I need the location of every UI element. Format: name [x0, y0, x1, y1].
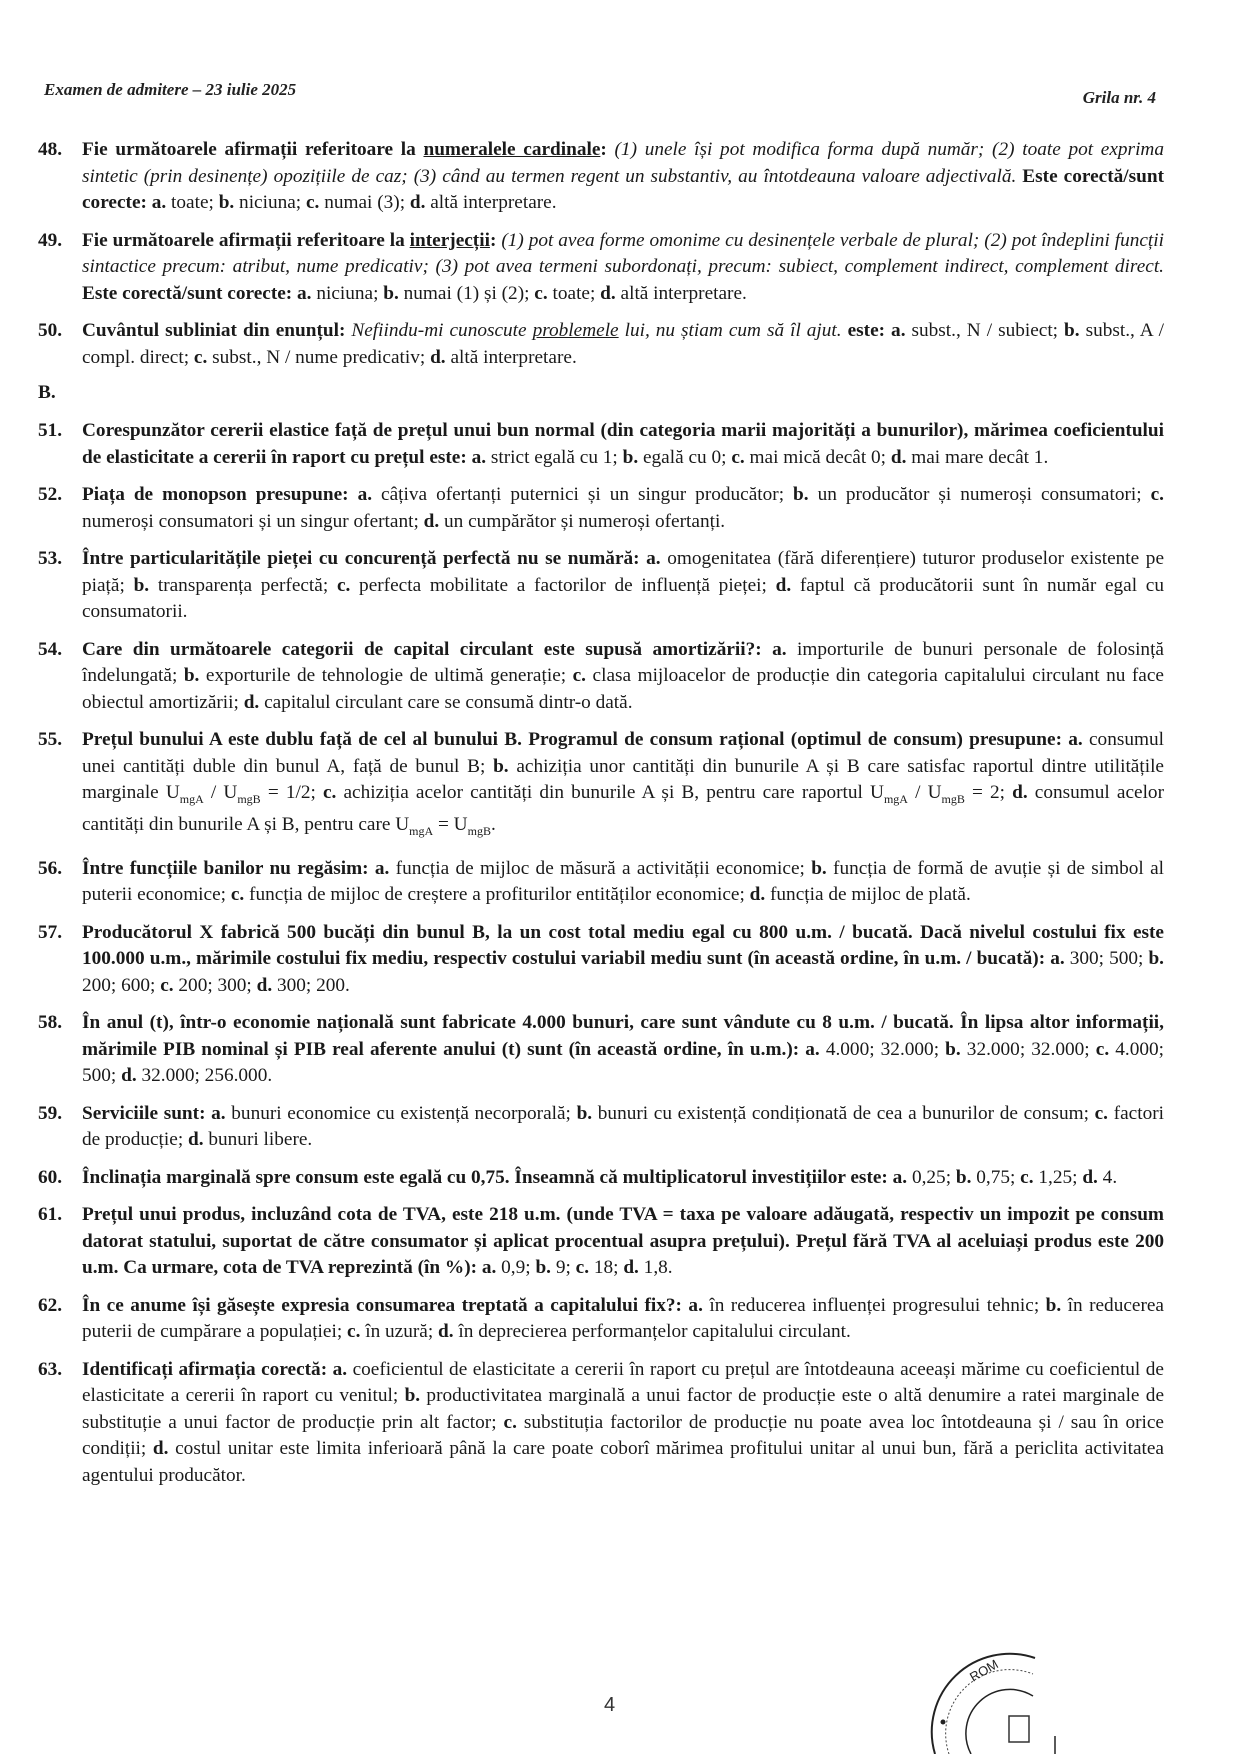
question-number: 63. [38, 1358, 63, 1380]
question-text [82, 1165, 1164, 1192]
text-segment: c. [534, 282, 548, 304]
text-segment: altă interpretare. [425, 192, 557, 213]
question-text [82, 727, 1164, 845]
text-segment: c. [230, 884, 245, 906]
question-item [38, 482, 1164, 535]
text-segment: / U [907, 782, 942, 803]
text-segment: c. [305, 192, 320, 213]
text-segment: b. [945, 1038, 961, 1060]
text-segment: : [489, 229, 502, 251]
text-segment: subst., N / subiect; [905, 320, 1065, 341]
text-segment: mai mică decât 0; [744, 446, 891, 468]
text-segment: 200; 300; [173, 974, 257, 996]
text-segment: numai (1) și (2); [398, 282, 535, 304]
text-segment: substituția factorilor de producție nu poate avea loc întotdeauna și / sau în orice condiții; [82, 1411, 1164, 1460]
text-segment: b. [622, 446, 639, 468]
text-segment: niciuna; [311, 282, 384, 304]
text-segment: / U [203, 782, 238, 803]
text-segment: coeficientul de elasticitate a cererii în raport cu prețul are întotdeauna aceeași mărime cu coeficientul de elasticitate a cererii în raport cu venitul; [82, 1358, 1164, 1407]
text-segment: (1) pot avea forme omonime cu desinențele verbale de plural; (2) pot îndeplini funcții sintactice precum: atribut, nume predicativ; (3) pot avea termeni subordonați, precum: subiect, complement indirect, complement direct. [82, 229, 1164, 277]
text-segment: b. [183, 665, 200, 686]
question-number: 55. [38, 729, 63, 750]
question-text [82, 920, 1164, 1000]
question-item [38, 1202, 1164, 1282]
text-segment: problemele [532, 320, 619, 341]
question-item [38, 546, 1164, 626]
question-number: 59. [38, 1102, 63, 1124]
text-segment: în uzură; [360, 1321, 439, 1343]
text-segment: toate; [166, 192, 219, 213]
question-text [82, 546, 1164, 626]
question-item [38, 637, 1164, 717]
question-number: 51. [38, 420, 63, 441]
text-segment: 300; 200. [272, 974, 350, 996]
text-segment: = 1/2; [260, 782, 323, 803]
text-segment: c. [1150, 484, 1164, 505]
text-segment: numeroși consumatori și un singur ofertant; [82, 510, 424, 532]
text-segment: Fie următoarele afirmații referitoare la [82, 229, 410, 251]
question-item [38, 920, 1164, 1000]
question-number: 52. [38, 484, 63, 505]
text-segment: În anul (t), într-o economie națională sunt fabricate 4.000 bunuri, care sunt vândute cu 8 u.m. / bucată. În lipsa altor informații, mărimile PIB nominal și PIB real aferente anului (t) sunt (în această ordine, în u.m.): a. [82, 1012, 1164, 1060]
text-segment: Este corectă/sunt corecte: a. [82, 282, 312, 304]
text-segment: bunuri cu existență condiționată de cea a bunurilor de consum; [592, 1102, 1095, 1124]
text-segment: c. [1095, 1038, 1110, 1060]
svg-text:ROM: ROM [967, 1656, 1001, 1685]
text-segment: 200; 600; [82, 974, 161, 996]
text-segment: Piața de monopson presupune: a. [82, 484, 373, 505]
text-segment: în reducerea puterii de cumpărare a populației; [82, 1294, 1164, 1343]
text-segment: achiziția acelor cantități din bunurile A și B, pentru care raportul U [336, 782, 884, 803]
text-segment: mgB [941, 791, 965, 806]
text-segment: consumul acelor cantități din bunurile A și B, pentru care U [82, 782, 1164, 836]
question-number: 50. [38, 320, 63, 341]
text-segment: faptul că producătorii sunt în număr egal cu consumatorii. [82, 574, 1165, 622]
text-segment: 4.000; 32.000; [819, 1038, 946, 1060]
question-number: 61. [38, 1204, 63, 1226]
exam-title: Examen de admitere – 23 iulie 2025 [44, 80, 297, 99]
text-segment: d. [430, 346, 446, 368]
question-item [38, 137, 1164, 217]
text-segment: (1) unele își pot modifica forma după număr; (2) toate pot exprima sintetic (prin desinențe) opozițiile de caz; (3) când au termen regent un substantiv, au întotdeauna valoare adjectivală. [82, 139, 1164, 187]
text-segment: d. [623, 1257, 639, 1279]
page-number: 4 [604, 1694, 616, 1716]
text-segment: 0,9; [496, 1257, 536, 1279]
question-number: 56. [38, 857, 63, 879]
questions-section-b [38, 418, 1164, 1489]
text-segment: 4.000; 500; [82, 1038, 1164, 1087]
text-segment: c. [347, 1321, 361, 1343]
text-segment: 4. [1097, 1166, 1118, 1188]
text-segment: 0,75; [971, 1166, 1021, 1188]
text-segment: mgB [467, 824, 491, 839]
text-segment: b. [535, 1257, 551, 1279]
text-segment: funcția de mijloc de plată. [765, 884, 971, 906]
text-segment: interjecții [409, 229, 490, 251]
text-segment: Corespunzător cererii elastice față de prețul unui bun normal (din categoria marii majorități a bunurilor), mărimea coeficientului de elasticitate a cererii în raport cu prețul este: a. [82, 420, 1164, 468]
text-segment: b. [1045, 1294, 1062, 1316]
question-item [38, 228, 1164, 308]
question-number: 58. [38, 1012, 63, 1034]
text-segment: 1,8. [638, 1257, 673, 1279]
text-segment: un producător și numeroși consumatori; [808, 484, 1151, 505]
text-segment: 300; 500; [1064, 948, 1149, 970]
text-segment: subst., A / compl. direct; [82, 320, 1164, 368]
text-segment: d. [775, 574, 792, 596]
text-segment: d. [409, 192, 426, 213]
text-segment: b. [955, 1166, 972, 1188]
text-segment: egală cu 0; [638, 446, 732, 468]
text-segment: c. [322, 782, 337, 803]
text-segment: bunuri economice cu existență necorporală; [225, 1102, 577, 1124]
text-segment: d. [152, 1438, 169, 1460]
text-segment: perfecta mobilitate a factorilor de influență pieței; [350, 574, 776, 596]
question-number: 57. [38, 921, 63, 943]
text-segment: b. [218, 192, 235, 213]
text-segment: b. [493, 755, 509, 777]
text-segment: d. [423, 510, 440, 532]
text-segment: c. [1020, 1166, 1034, 1188]
text-segment: capitalul circulant care se consumă dintr-o dată. [259, 691, 633, 713]
text-segment: mgA [883, 791, 908, 806]
text-segment: Producătorul X fabrică 500 bucăți din bunul B, la un cost total mediu egal cu 800 u.m. / bucată. Dacă nivelul costului fix este 100.000 u.m., mărimile costului fix mediu, respectiv costului variabil mediu sunt (în această ordine, în u.m. / bucată): a. [82, 921, 1164, 970]
question-text [82, 418, 1164, 471]
text-segment: c. [503, 1411, 517, 1433]
question-number: 60. [38, 1166, 63, 1188]
text-segment: Serviciile sunt: a. [82, 1102, 226, 1124]
question-text [82, 318, 1164, 371]
text-segment: c. [575, 1257, 590, 1279]
text-segment: Prețul bunului A este dublu față de cel al bunului B. Programul de consum rațional (optimul de consum) presupune: a. [82, 729, 1083, 750]
text-segment: este: a. [841, 320, 906, 341]
text-segment: 1,25; [1033, 1166, 1083, 1188]
text-segment: 18; [589, 1257, 624, 1279]
question-item [38, 1101, 1164, 1154]
text-segment: Între funcțiile banilor nu regăsim: a. [82, 857, 390, 879]
text-segment: În ce anume își găsește expresia consumarea treptată a capitalului fix?: a. [82, 1294, 703, 1316]
text-segment: Este corectă/sunt corecte: a. [82, 165, 1164, 213]
text-segment: productivitatea marginală a unui factor de producție este o altă denumire a ratei marginale de substituție a unui factor de producție prin alt factor; [82, 1385, 1164, 1433]
question-item [38, 1293, 1164, 1346]
text-segment: d. [121, 1065, 137, 1087]
text-segment: câțiva ofertanți puternici și un singur producător; [372, 484, 794, 505]
text-segment: c. [1094, 1102, 1108, 1124]
text-segment: niciuna; [234, 192, 306, 213]
text-segment: d. [188, 1129, 204, 1151]
text-segment: d. [243, 691, 260, 713]
question-item [38, 727, 1164, 845]
text-segment: b. [576, 1102, 593, 1124]
question-text [82, 228, 1164, 308]
text-segment: importurile de bunuri personale de folosință îndelungată; [82, 638, 1164, 686]
text-segment: numeralele cardinale [423, 139, 601, 160]
text-segment: d. [256, 974, 273, 996]
text-segment: c. [160, 974, 174, 996]
text-segment: un cumpărător și numeroși ofertanți. [439, 510, 726, 532]
text-segment: Înclinația marginală spre consum este egală cu 0,75. Înseamnă că multiplicatorul investițiilor este: a. [82, 1166, 908, 1188]
text-segment: 32.000; 32.000; [960, 1038, 1096, 1060]
text-segment: achiziția unor cantități din bunurile A și B care satisfac raportul dintre utilitățile marginale U [82, 755, 1164, 803]
text-segment: transparența perfectă; [149, 574, 337, 596]
text-segment: b. [133, 574, 150, 596]
text-segment: d. [749, 884, 766, 906]
text-segment: Nefiindu-mi cunoscute [351, 320, 533, 341]
text-segment: d. [438, 1321, 454, 1343]
text-segment: d. [600, 282, 616, 304]
text-segment: b. [1064, 320, 1080, 341]
text-segment: în reducerea influenței progresului tehnic; [702, 1294, 1046, 1316]
text-segment: Fie următoarele afirmații referitoare la [82, 139, 424, 160]
text-segment: altă interpretare. [445, 346, 577, 368]
question-item [38, 1165, 1164, 1192]
text-segment: factori de producție; [82, 1102, 1164, 1151]
text-segment: = 2; [964, 782, 1013, 803]
text-segment: Prețul unui produs, incluzând cota de TVA, este 218 u.m. (unde TVA = taxa pe valoare adăugată, respectiv un impozit pe consum datorat statului, suportat de către consumator și aplicat procentual asupra prețului). Prețul fără TVA al aceluiași produs este 200 u.m. Ca urmare, cota de TVA reprezintă (în %): a. [82, 1204, 1164, 1279]
text-segment: funcția de mijloc de măsură a activității economice; [389, 857, 812, 879]
question-item [38, 318, 1164, 371]
text-segment: 32.000; 256.000. [136, 1065, 273, 1087]
question-number: 53. [38, 548, 63, 569]
text-segment: c. [731, 446, 745, 468]
text-segment: . [490, 814, 496, 836]
text-segment: strict egală cu 1; [486, 446, 623, 468]
text-segment: = U [433, 814, 468, 836]
question-text [82, 1010, 1164, 1090]
question-number: 54. [38, 638, 63, 660]
text-segment: mgA [409, 824, 434, 839]
text-segment: 9; [551, 1257, 576, 1279]
question-item [38, 1357, 1164, 1490]
text-segment: consumul unei cantități duble din bunul A, față de bunul B; [82, 729, 1164, 777]
text-segment: d. [1012, 782, 1028, 803]
university-stamp-icon [915, 1640, 1075, 1754]
text-segment: b. [383, 282, 399, 304]
text-segment: numai (3); [319, 192, 410, 213]
page-header [44, 80, 1156, 108]
text-segment: 0,25; [907, 1166, 956, 1188]
question-number: 62. [38, 1294, 63, 1316]
question-text [82, 482, 1164, 535]
question-text [82, 1202, 1164, 1282]
text-segment: c. [572, 665, 587, 686]
question-item [38, 418, 1164, 471]
question-text [82, 1101, 1164, 1154]
questions-content [38, 137, 1164, 1500]
question-text [82, 637, 1164, 717]
text-segment: Identificați afirmația corectă: a. [82, 1358, 348, 1380]
text-segment: costul unitar este limita inferioară până la care poate coborî mărimea profitului unitar al unui bun, fără a periclita activitatea agentului producător. [82, 1438, 1164, 1486]
question-item [38, 1010, 1164, 1090]
question-text [82, 856, 1164, 909]
text-segment: exporturile de tehnologie de ultimă generație; [199, 665, 573, 686]
questions-section-a [38, 137, 1164, 371]
text-segment: b. [811, 857, 827, 879]
text-segment: în deprecierea performanțelor capitalului circulant. [453, 1321, 851, 1343]
question-text [82, 1293, 1164, 1346]
text-segment: b. [793, 484, 809, 505]
text-segment: clasa mijloacelor de producție din categoria capitalului circulant nu face obiectul amortizării; [82, 665, 1164, 713]
text-segment: funcția de formă de avuție și de simbol al puterii economice; [82, 857, 1164, 906]
question-text [82, 137, 1164, 217]
text-segment: mgB [237, 791, 261, 806]
grid-number: Grila nr. 4 [1082, 88, 1156, 107]
text-segment: mai mare decât 1. [906, 446, 1049, 468]
text-segment: b. [1148, 948, 1164, 970]
text-segment: c. [193, 346, 208, 368]
text-segment: lui, nu știam cum să îl ajut. [618, 320, 842, 341]
text-segment: omogenitatea (fără diferențiere) tuturor produselor existente pe piață; [82, 548, 1165, 596]
question-item [38, 856, 1164, 909]
text-segment: altă interpretare. [615, 282, 747, 304]
text-segment: Între particularitățile pieței cu concurență perfectă nu se numără: a. [82, 548, 661, 569]
question-number: 49. [38, 229, 63, 251]
text-segment: Cuvântul subliniat din enunțul: [82, 320, 352, 341]
text-segment: d. [890, 446, 907, 468]
text-segment: mgA [179, 791, 204, 806]
text-segment: b. [404, 1385, 421, 1407]
section-b-label: B. [38, 382, 56, 403]
text-segment: bunuri libere. [203, 1129, 313, 1151]
question-text [82, 1357, 1164, 1490]
text-segment: d. [1082, 1166, 1098, 1188]
text-segment: Care din următoarele categorii de capital circulant este supusă amortizării?: a. [82, 638, 787, 660]
text-segment: subst., N / nume predicativ; [207, 346, 431, 368]
text-segment: : [600, 139, 615, 160]
text-segment: c. [336, 574, 351, 596]
text-segment: funcția de mijloc de creștere a profiturilor entităților economice; [244, 884, 750, 906]
text-segment: toate; [547, 282, 601, 304]
question-number: 48. [38, 139, 63, 160]
